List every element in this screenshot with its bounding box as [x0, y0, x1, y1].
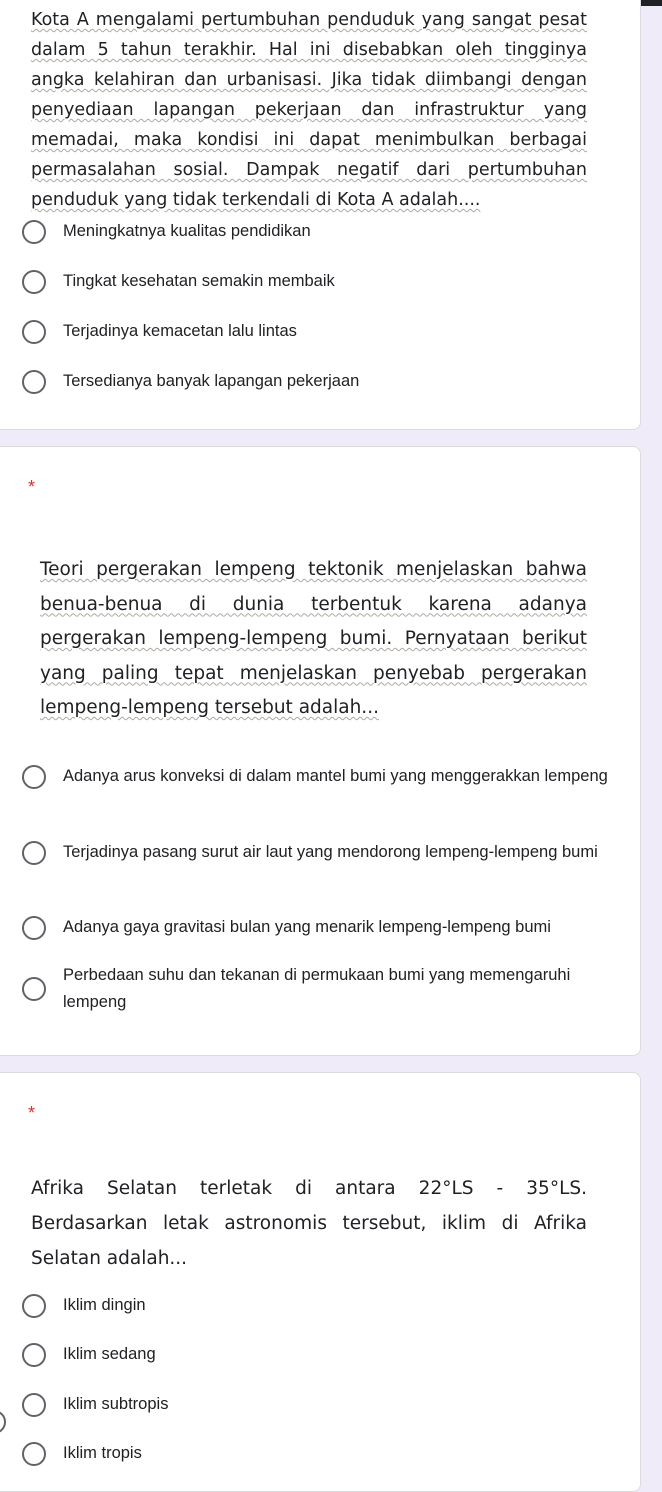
option-label: Iklim sedang [63, 1345, 156, 1363]
required-mark: * [28, 477, 36, 497]
option-1[interactable] [22, 763, 612, 790]
required-mark: * [28, 1103, 36, 1123]
option-label: Adanya gaya gravitasi bulan yang menarik lempeng-lempeng bumi [63, 918, 551, 936]
option-3[interactable] [22, 914, 612, 941]
option-label: Iklim tropis [63, 1444, 142, 1462]
option-label: Tersedianya banyak lapangan pekerjaan [63, 372, 360, 390]
option-label: Perbedaan suhu dan tekanan di permukaan bumi yang memengaruhi lempeng [63, 966, 571, 1011]
option-label: Terjadinya pasang surut air laut yang mendorong lempeng-lempeng bumi [63, 843, 598, 861]
radio-button[interactable] [22, 841, 46, 865]
question-text: Kota A mengalami pertumbuhan penduduk yang sangat pesat dalam 5 tahun terakhir. Hal ini disebabkan oleh tingginya angka kelahiran dan urbanisasi. Jika tidak diimbangi dengan penyediaan lapangan pekerjaan dan infrastruktur yang memadai, maka kondisi ini dapat menimbulkan berbagai permasalahan sosial. Dampak negatif dari pertumbuhan penduduk yang tidak terkendali di Kota A adalah.... [31, 10, 587, 210]
radio-button[interactable] [22, 270, 46, 294]
option-3[interactable] [22, 318, 612, 345]
question-text: Afrika Selatan terletak di antara 22°LS - 35°LS. Berdasarkan letak astronomis tersebut, iklim di Afrika Selatan adalah... [31, 1178, 587, 1269]
radio-button[interactable] [22, 1294, 46, 1318]
radio-button[interactable] [22, 220, 46, 244]
question-text: Teori pergerakan lempeng tektonik menjelaskan bahwa benua-benua di dunia terbentuk karena adanya pergerakan lempeng-lempeng bumi. Pernyataan berikut yang paling tepat menjelaskan penyebab pergerakan lempeng-lempeng tersebut adalah... [40, 559, 587, 718]
option-1[interactable] [22, 218, 612, 245]
radio-button[interactable] [22, 977, 46, 1001]
option-1[interactable] [22, 1292, 612, 1319]
option-4[interactable] [22, 1440, 612, 1467]
option-label: Tingkat kesehatan semakin membaik [63, 272, 335, 290]
option-label: Iklim subtropis [63, 1395, 169, 1413]
question-card-1 [0, 0, 641, 430]
option-label: Meningkatnya kualitas pendidikan [63, 222, 311, 240]
radio-button[interactable] [22, 765, 46, 789]
option-label: Terjadinya kemacetan lalu lintas [63, 322, 297, 340]
option-3[interactable] [22, 1391, 612, 1418]
question-card-3 [0, 1072, 641, 1492]
radio-button[interactable] [22, 916, 46, 940]
option-label: Iklim dingin [63, 1296, 146, 1314]
question-card-2 [0, 446, 641, 1056]
radio-button[interactable] [22, 1393, 46, 1417]
option-label: Adanya arus konveksi di dalam mantel bumi yang menggerakkan lempeng [63, 767, 608, 785]
radio-button[interactable] [22, 320, 46, 344]
option-2[interactable] [22, 839, 612, 866]
radio-button[interactable] [22, 370, 46, 394]
radio-button[interactable] [22, 1343, 46, 1367]
radio-button[interactable] [22, 1442, 46, 1466]
option-4[interactable] [22, 368, 612, 395]
option-2[interactable] [22, 268, 612, 295]
option-2[interactable] [22, 1341, 612, 1368]
option-4[interactable] [22, 962, 612, 1016]
